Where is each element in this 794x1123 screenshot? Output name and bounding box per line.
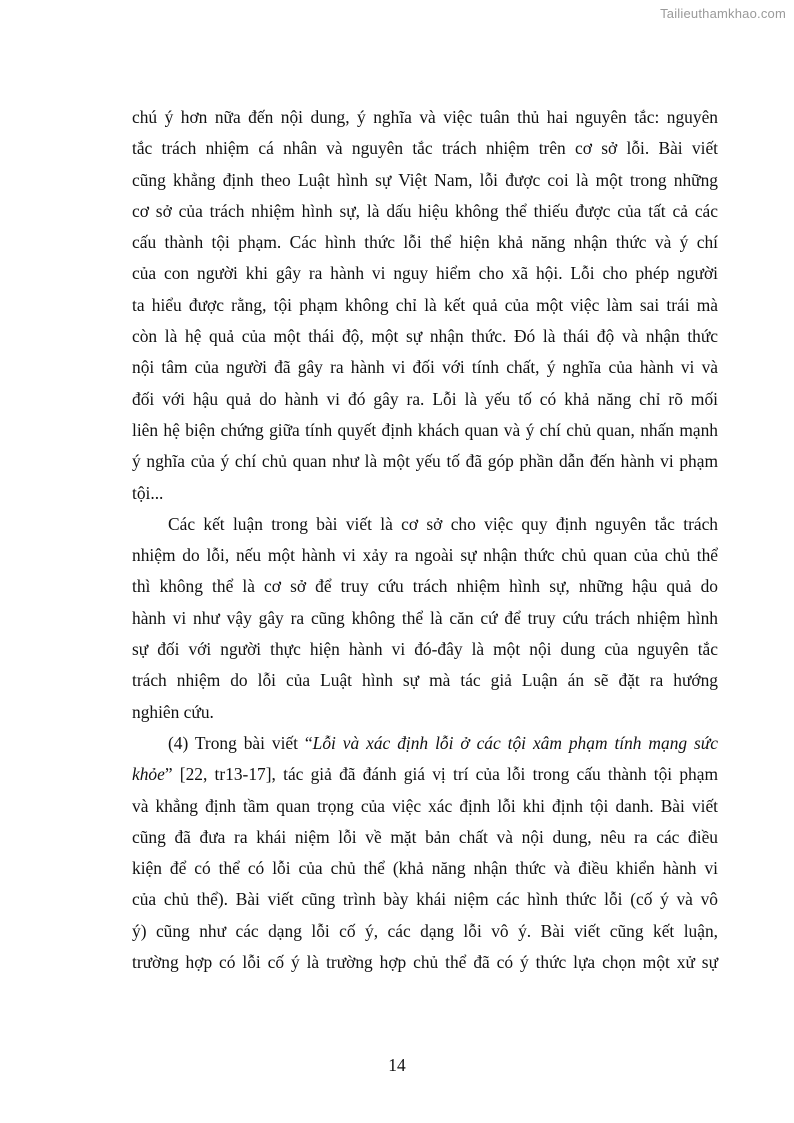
text-line: hành vi như vậy gây ra cũng không thể là căn cứ để truy cứu trách nhiệm hình bbox=[132, 607, 718, 628]
text-line: của con người khi gây ra hành vi nguy hiểm cho xã hội. Lỗi cho phép người bbox=[132, 263, 718, 284]
text-line: ta hiểu được rằng, tội phạm không chỉ là kết quả của một việc làm sai trái mà bbox=[132, 294, 718, 315]
text-line: trường hợp có lỗi cố ý là trường hợp chủ thể đã có ý thức lựa chọn một xử sự bbox=[132, 952, 718, 973]
text-line: còn là hệ quả của một thái độ, một sự nhận thức. Đó là thái độ và nhận thức bbox=[132, 326, 718, 347]
text-segment: ” [22, tr13-17], tác giả đã đánh giá vị trí của lỗi trong cấu thành tội phạm bbox=[164, 764, 718, 785]
article-title: Lỗi và xác định lỗi ở các tội xâm phạm tính mạng sức bbox=[312, 732, 718, 753]
watermark: Tailieuthamkhao.com bbox=[660, 6, 786, 21]
text-line: nhiệm do lỗi, nếu một hành vi xảy ra ngoài sự nhận thức chủ quan của chủ thể bbox=[132, 545, 718, 566]
text-line: chú ý hơn nữa đến nội dung, ý nghĩa và việc tuân thủ hai nguyên tắc: nguyên bbox=[132, 107, 718, 127]
text-line bbox=[132, 728, 718, 759]
text-line bbox=[132, 759, 718, 790]
paragraph-3 bbox=[132, 728, 718, 978]
text-line: tội... bbox=[132, 482, 164, 503]
page-number: 14 bbox=[388, 1055, 406, 1075]
text-line: thì không thể là cơ sở để truy cứu trách nhiệm hình sự, những hậu quả do bbox=[132, 576, 718, 597]
text-line: cơ sở của trách nhiệm hình sự, là dấu hiệu không thể thiếu được của tất cả các bbox=[132, 200, 718, 221]
document-body bbox=[132, 102, 718, 978]
text-line: liên hệ biện chứng giữa tính quyết định khách quan và ý chí chủ quan, nhấn mạnh bbox=[132, 419, 718, 440]
text-line: trách nhiệm do lỗi của Luật hình sự mà tác giả Luận án sẽ đặt ra hướng bbox=[132, 670, 718, 691]
text-segment: (4) Trong bài viết “ bbox=[168, 732, 313, 753]
text-line: tắc trách nhiệm cá nhân và nguyên tắc trách nhiệm trên cơ sở lỗi. Bài viết bbox=[132, 138, 718, 159]
text-line: nội tâm của người đã gây ra hành vi đối với tính chất, ý nghĩa của hành vi và bbox=[132, 357, 718, 378]
text-line: ý nghĩa của ý chí chủ quan như là một yếu tố đã góp phần dẫn đến hành vi phạm bbox=[132, 451, 718, 472]
text-line: ý) cũng như các dạng lỗi cố ý, các dạng lỗi vô ý. Bài viết cũng kết luận, bbox=[132, 920, 718, 941]
text-line: kiện để có thể có lỗi của chủ thể (khả năng nhận thức và điều khiển hành vi bbox=[132, 858, 718, 879]
text-line: của chủ thể). Bài viết cũng trình bày khái niệm các hình thức lỗi (cố ý và vô bbox=[132, 889, 718, 910]
paragraph-1 bbox=[132, 102, 718, 509]
text-line: nghiên cứu. bbox=[132, 701, 214, 722]
text-line: cũng khẳng định theo Luật hình sự Việt Nam, lỗi được coi là một trong những bbox=[132, 169, 718, 190]
text-line: cũng đã đưa ra khái niệm lỗi về mặt bản chất và nội dung, nêu ra các điều bbox=[132, 826, 718, 847]
text-line: và khẳng định tầm quan trọng của việc xác định lỗi khi định tội danh. Bài viết bbox=[132, 795, 718, 816]
text-line: Các kết luận trong bài viết là cơ sở cho việc quy định nguyên tắc trách bbox=[168, 513, 718, 534]
article-title-end: khỏe bbox=[132, 764, 165, 785]
text-line: sự đối với người thực hiện hành vi đó-đây là một nội dung của nguyên tắc bbox=[132, 639, 718, 660]
paragraph-2 bbox=[132, 509, 718, 728]
text-line: đối với hậu quả do hành vi đó gây ra. Lỗi là yếu tố có khả năng chỉ rõ mối bbox=[132, 388, 718, 409]
text-line: cấu thành tội phạm. Các hình thức lỗi thể hiện khả năng nhận thức và ý chí bbox=[132, 232, 718, 253]
